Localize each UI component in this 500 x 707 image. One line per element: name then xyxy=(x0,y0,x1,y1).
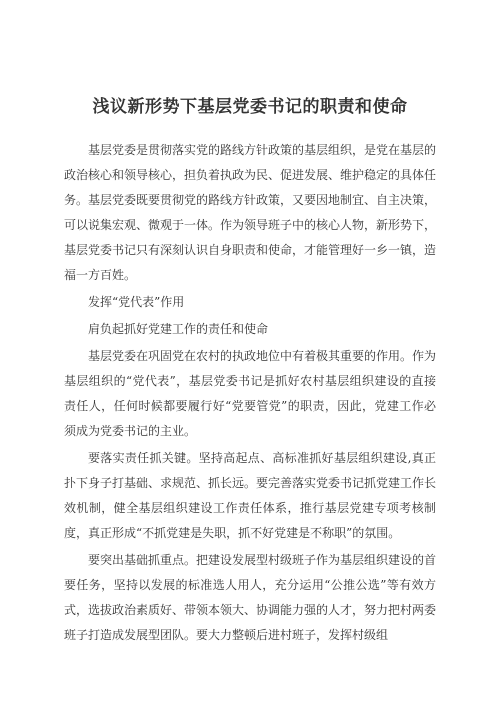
document-title: 浅议新形势下基层党委书记的职责和使命 xyxy=(92,97,408,117)
paragraph-party-role: 基层党委在巩固党在农村的执政地位中有着极其重要的作用。作为基层组织的“党代表”，基层党委书记是抓好农村基层组织建设的直接责任人，任何时候都要履行好“党要管党”的职责，因此，党建工作必须成为党委书记的主业。 xyxy=(64,349,437,438)
paragraph-intro: 基层党委是贯彻落实党的路线方针政策的基层组织，是党在基层的政治核心和领导核心，担负着执政为民、促进发展、维护稳定的具体任务。基层党委既要贯彻党的路线方针政策，又要因地制宜、自主决策，可以说集宏观、微观于一体。作为领导班子中的核心人物，新形势下，基层党委书记只有深刻认识自身职责和使命，才能管理好一乡一镇，造福一方百姓。 xyxy=(64,143,437,282)
paragraph-focus-foundation: 要突出基础抓重点。把建设发展型村级班子作为基层组织建设的首要任务，坚持以发展的标准选人用人，充分运用“公推公选”等有效方式，选拔政治素质好、带领本领大、协调能力强的人才，努力把村两委班子打造成发展型团队。要大力整顿后进村班子，发挥村级组 xyxy=(64,553,437,642)
section-subheading-responsibility: 肩负起抓好党建工作的责任和使命 xyxy=(88,322,269,336)
section-heading-party-rep: 发挥“党代表”作用 xyxy=(88,295,185,309)
document-body xyxy=(64,138,436,650)
paragraph-implement-responsibility: 要落实责任抓关键。坚持高起点、高标准抓好基层组织建设,真正扑下身子打基础、求规范、抓长远。要完善落实党委书记抓党建工作长效机制，健全基层组织建设工作责任体系，推行基层党建专项考核制度，真正形成“不抓党建是失职，抓不好党建是不称职”的氛围。 xyxy=(64,451,437,540)
